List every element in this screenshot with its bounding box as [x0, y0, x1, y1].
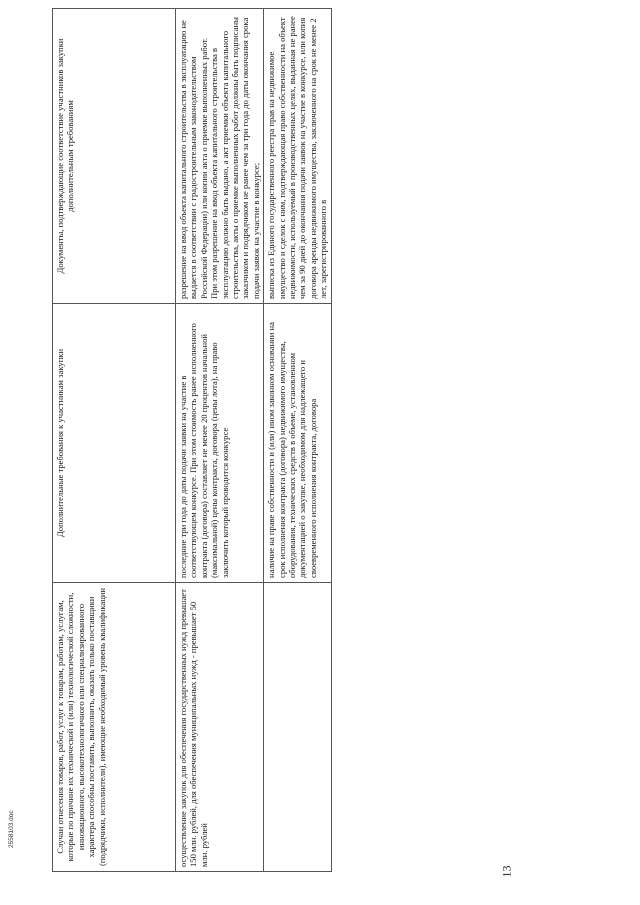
page-number: 13: [499, 865, 514, 878]
rotated-table-page: [52, 16, 472, 872]
header-cases: Случаи отнесения товаров, работ, услуг к товарам, работам, услугам, которые по причине их технической и (или) технологической сложности, инновационного, высокотехнологичного или специализированного характера способны поставить, выполнить, оказать только поставщики (подрядчики, исполнители), имеющие необходимый уровень квалификации: [53, 583, 176, 872]
header-confirming-documents: Документы, подтверждающие соответствие участников закупки дополнительным требованиям: [53, 9, 176, 304]
row1-documents-text-b: При этом разрешение на ввод объекта капитального строительства в эксплуатацию должно быть выдано, а акт приемки объекта капитального строительства, акты о приемке выполненных работ должны быть подписаны заказчиком и подрядчиком не ранее чем за три года до даты окончания срока подачи заявок на участие в конкурсе;: [209, 17, 261, 299]
header-additional-requirements: Дополнительные требования к участникам закупки: [53, 304, 176, 583]
row1-requirement-text: последние три года до даты подачи заявки на участие в соответствующем конкурсе. При этом стоимость ранее исполненного контракта (договора) составляет не менее 20 процентов начальной (максимальной) цены контракта, договора (цены лота), на право заключить который проводится конкурсе: [178, 323, 230, 578]
row1-documents-cell: [176, 9, 264, 304]
row1-cases-cell: [176, 583, 264, 872]
row1-cases-text: осуществление закупок для обеспечения государственных нужд превышает 150 млн. рублей, для обеспечения муниципальных нужд - превышает 50 млн. рублей: [178, 589, 209, 867]
row2-requirement-cell: [264, 304, 331, 583]
row2-documents-text: выписка из Единого государственного реестра прав на недвижимое имущество и сделок с ним, подтверждающая право собственности на объект недвижимости, используемый в производственных целях, выданная не ранее чем за 90 дней до окончания подачи заявок на участие в конкурсе, или копия договора аренды недвижимого имущества, заключенного на срок не менее 2 лет, зарегистрированного в: [266, 16, 329, 299]
table-header-row: [53, 9, 176, 872]
document-code: 2558103.doc: [8, 810, 15, 848]
row1-requirement-cell: [176, 304, 264, 583]
table-row: [264, 9, 331, 872]
row1-documents-text-a: разрешение на ввод объекта капитального строительства в эксплуатацию не выдается в соответствии с градостроительным законодательством Российской Федерации) или копии акта о приемке выполненных работ.: [178, 20, 209, 299]
table-row: [176, 9, 264, 872]
row2-documents-cell: [264, 9, 331, 304]
row2-cases-cell: [264, 583, 331, 872]
requirements-table: [52, 8, 332, 872]
row2-requirement-text: наличие на праве собственности и (или) ином законном основании на срок исполнения контракта (договора) недвижимого имущества, оборудования, технических средств в объеме, установленном документацией о закупке, необходимом для надлежащего и своевременного исполнения контракта, договора: [266, 322, 318, 578]
